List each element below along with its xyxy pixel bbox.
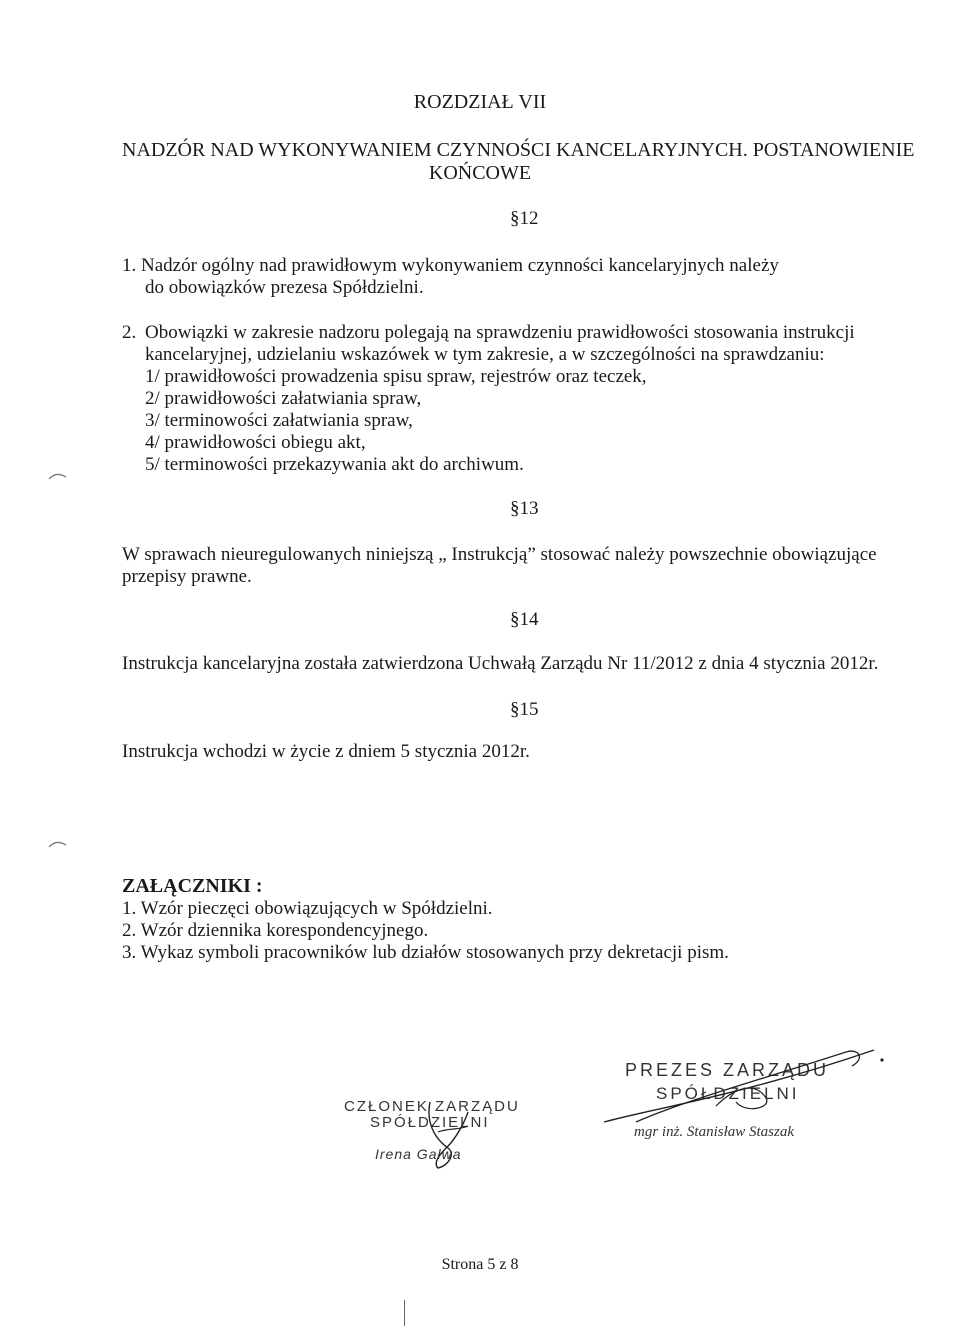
attachment-item: 3. Wykaz symboli pracowników lub działów stosowanych przy dekretacji pism. — [122, 942, 729, 963]
list-item: 4/ prawidłowości obiegu akt, — [145, 432, 366, 453]
paragraph-line: przepisy prawne. — [122, 566, 252, 587]
paragraph-line: Instrukcja wchodzi w życie z dniem 5 stycznia 2012r. — [122, 741, 530, 762]
stamp-name: mgr inż. Stanisław Staszak — [634, 1124, 795, 1140]
stamp-line: CZŁONEK ZARZĄDU — [344, 1098, 520, 1115]
stamp-line: SPÓŁDZIELNI — [656, 1084, 800, 1103]
scan-margin-mark — [48, 468, 68, 484]
attachments-heading: ZAŁĄCZNIKI : — [122, 875, 263, 897]
page-number: Strona 5 z 8 — [441, 1256, 519, 1273]
section-heading: §13 — [510, 498, 539, 519]
attachment-item: 2. Wzór dziennika korespondencyjnego. — [122, 920, 429, 941]
section-heading: §15 — [510, 699, 539, 720]
stamp-name: Irena Gałwa — [375, 1146, 462, 1162]
signature-icon — [408, 1092, 488, 1172]
attachment-item: 1. Wzór pieczęci obowiązujących w Spółdzielni. — [122, 898, 493, 919]
list-item: 3/ terminowości załatwiania spraw, — [145, 410, 413, 431]
signature-icon — [596, 1038, 896, 1148]
paragraph-line: 1. Nadzór ogólny nad prawidłowym wykonywaniem czynności kancelaryjnych należy — [122, 255, 779, 276]
paragraph-line: Instrukcja kancelaryjna została zatwierdzona Uchwałą Zarządu Nr 11/2012 z dnia 4 stycznia 2012r. — [122, 653, 879, 674]
paragraph-number: 2. — [122, 322, 137, 343]
scan-margin-mark — [48, 836, 68, 852]
chapter-title: ROZDZIAŁ VII — [413, 91, 547, 113]
section-heading: §14 — [510, 609, 539, 630]
scan-edge-mark — [404, 1300, 405, 1326]
chapter-subtitle-cont: KOŃCOWE — [428, 162, 532, 184]
list-item: 2/ prawidłowości załatwiania spraw, — [145, 388, 422, 409]
stamp-line: SPÓŁDZIELNI — [370, 1114, 490, 1131]
section-heading: §12 — [510, 208, 539, 229]
list-item: 1/ prawidłowości prowadzenia spisu spraw, rejestrów oraz teczek, — [145, 366, 647, 387]
list-item: 5/ terminowości przekazywania akt do archiwum. — [145, 454, 524, 475]
stamp-line: PREZES ZARZĄDU — [625, 1060, 830, 1080]
paragraph-line: W sprawach nieuregulowanych niniejszą „ Instrukcją” stosować należy powszechnie obowiązujące — [122, 544, 877, 565]
paragraph-line: kancelaryjnej, udzielaniu wskazówek w tym zakresie, a w szczególności na sprawdzaniu: — [145, 344, 825, 365]
paragraph-line: Obowiązki w zakresie nadzoru polegają na sprawdzeniu prawidłowości stosowania instrukcji — [145, 322, 855, 343]
paragraph-line: do obowiązków prezesa Spółdzielni. — [145, 277, 424, 298]
chapter-subtitle: NADZÓR NAD WYKONYWANIEM CZYNNOŚCI KANCELARYJNYCH. POSTANOWIENIE — [122, 139, 915, 161]
